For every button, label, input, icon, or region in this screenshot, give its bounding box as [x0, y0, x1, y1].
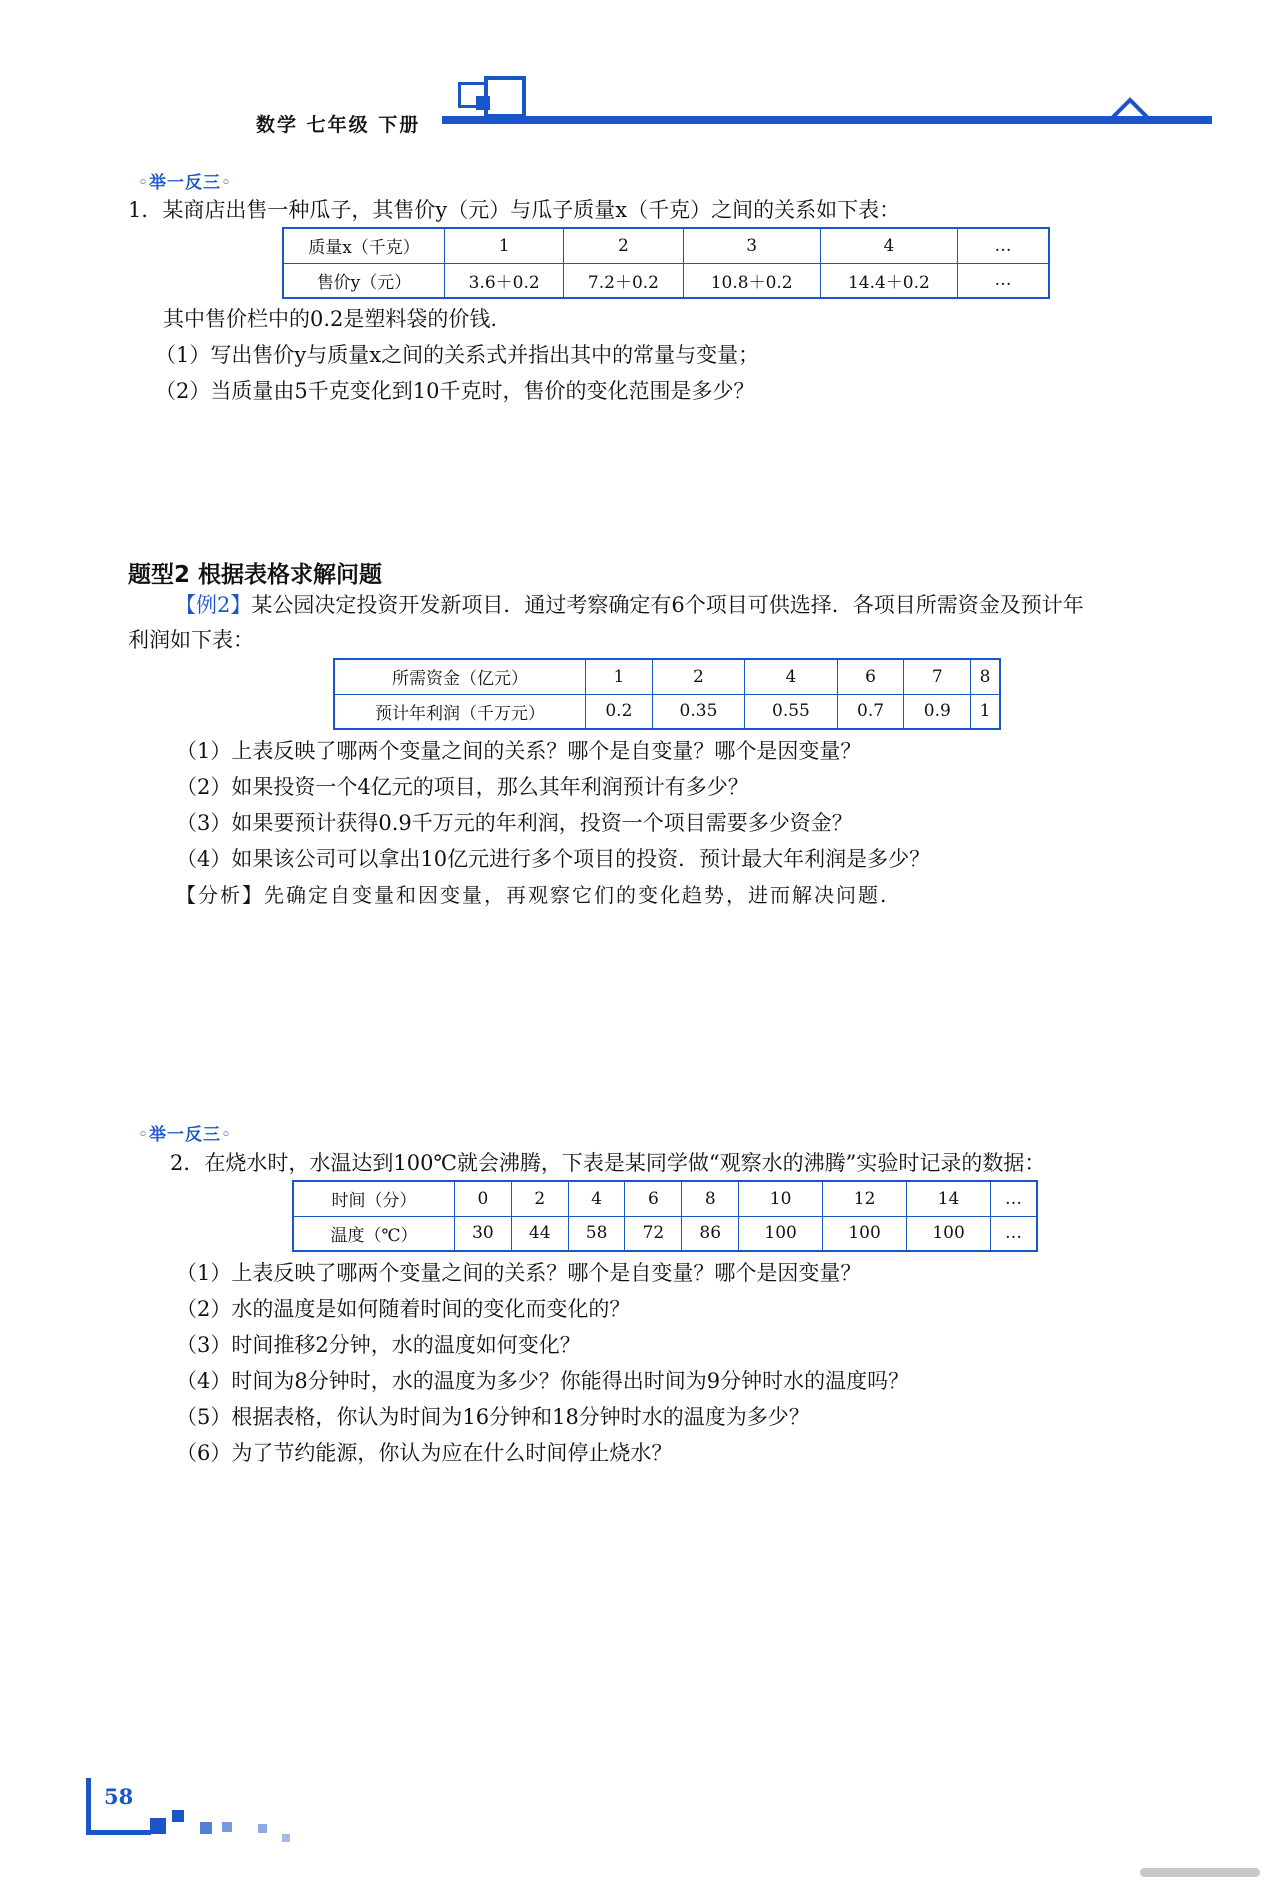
example-2-analysis: 【分析】先确定自变量和因变量，再观察它们的变化趋势，进而解决问题.	[176, 883, 889, 907]
table-cell: 12	[823, 1181, 907, 1216]
book-header-title: 数学 七年级 下册	[256, 114, 421, 136]
table-cell: 7.2＋0.2	[564, 263, 683, 298]
table-cell: 10	[739, 1181, 823, 1216]
table-row	[283, 228, 1049, 263]
table-row	[293, 1181, 1037, 1216]
table-cell: …	[958, 228, 1050, 263]
header-decor-square	[476, 96, 490, 110]
problem-1-question: （1）写出售价y与质量x之间的关系式并指出其中的常量与变量；	[155, 343, 760, 367]
problem-2-question: （3）时间推移2分钟，水的温度如何变化？	[176, 1333, 581, 1357]
table-cell: 4	[745, 659, 837, 694]
section-heading: 题型2 根据表格求解问题	[128, 562, 383, 588]
table-cell: 1	[445, 228, 564, 263]
problem-2-question: （5）根据表格，你认为时间为16分钟和18分钟时水的温度为多少？	[176, 1405, 810, 1429]
table-row	[283, 263, 1049, 298]
table-cell: …	[991, 1181, 1037, 1216]
table-cell: 6	[625, 1181, 682, 1216]
table-cell: 44	[511, 1216, 568, 1251]
problem-2-intro: 2．在烧水时，水温达到100℃就会沸腾，下表是某同学做“观察水的沸腾”实验时记录的数据：	[170, 1151, 1046, 1175]
footer-decor-square	[150, 1818, 166, 1834]
table-cell: 预计年利润（千万元）	[334, 694, 586, 729]
table-cell: 0	[455, 1181, 512, 1216]
problem-2-question: （4）时间为8分钟时，水的温度为多少？你能得出时间为9分钟时水的温度吗？	[176, 1369, 910, 1393]
table-row	[334, 659, 1000, 694]
table-cell: 72	[625, 1216, 682, 1251]
footer-decor-square	[282, 1834, 290, 1842]
table-cell: 4	[568, 1181, 625, 1216]
problem-2-question: （2）水的温度是如何随着时间的变化而变化的？	[176, 1297, 631, 1321]
example-2-question: （2）如果投资一个4亿元的项目，那么其年利润预计有多少？	[176, 775, 749, 799]
example-tag: 【例2】	[175, 593, 252, 617]
table-cell: 6	[837, 659, 904, 694]
table-cell: …	[991, 1216, 1037, 1251]
table-cell: 100	[823, 1216, 907, 1251]
table-cell: …	[958, 263, 1050, 298]
table-cell: 8	[682, 1181, 739, 1216]
problem-1-table	[282, 227, 1050, 299]
table-cell: 100	[739, 1216, 823, 1251]
table-cell: 14.4＋0.2	[820, 263, 957, 298]
page-number: 58	[104, 1784, 134, 1809]
table-cell: 2	[511, 1181, 568, 1216]
table-cell: 86	[682, 1216, 739, 1251]
table-cell: 0.2	[586, 694, 653, 729]
table-cell: 2	[564, 228, 683, 263]
problem-2-table	[292, 1180, 1038, 1252]
table-cell: 30	[455, 1216, 512, 1251]
table-cell: 4	[820, 228, 957, 263]
problem-1-note: 其中售价栏中的0.2是塑料袋的价钱.	[163, 307, 498, 331]
table-cell: 时间（分）	[293, 1181, 455, 1216]
table-cell: 温度（℃）	[293, 1216, 455, 1251]
table-cell: 14	[907, 1181, 991, 1216]
example-2-table	[333, 658, 1001, 730]
example-2-line	[175, 590, 1084, 620]
table-cell: 3	[683, 228, 820, 263]
footer-decor-square	[258, 1824, 267, 1833]
footer-decor-square	[222, 1822, 232, 1832]
footer-decor-square	[172, 1810, 184, 1822]
practice-badge: ◦举一反三◦	[138, 1125, 233, 1145]
problem-2-question: （6）为了节约能源，你认为应在什么时间停止烧水？	[176, 1441, 673, 1465]
practice-badge: ◦举一反三◦	[138, 173, 233, 193]
example-2-line: 利润如下表：	[128, 628, 254, 652]
table-cell: 0.7	[837, 694, 904, 729]
example-2-question: （4）如果该公司可以拿出10亿元进行多个项目的投资．预计最大年利润是多少？	[176, 847, 931, 871]
viewer-scrollbar[interactable]	[1140, 1868, 1260, 1877]
table-cell: 1	[971, 694, 1000, 729]
table-row	[293, 1216, 1037, 1251]
problem-2-question: （1）上表反映了哪两个变量之间的关系？哪个是自变量？哪个是因变量？	[176, 1261, 862, 1285]
table-cell: 8	[971, 659, 1000, 694]
table-cell: 所需资金（亿元）	[334, 659, 586, 694]
problem-1-intro: 1．某商店出售一种瓜子，其售价y（元）与瓜子质量x（千克）之间的关系如下表：	[128, 198, 901, 222]
table-cell: 3.6＋0.2	[445, 263, 564, 298]
problem-1-question: （2）当质量由5千克变化到10千克时，售价的变化范围是多少？	[155, 379, 755, 403]
header-peak-decor	[1080, 96, 1212, 124]
table-cell: 58	[568, 1216, 625, 1251]
table-cell: 售价y（元）	[283, 263, 445, 298]
header-decor-square	[484, 76, 526, 118]
table-cell: 质量x（千克）	[283, 228, 445, 263]
table-row	[334, 694, 1000, 729]
table-cell: 1	[586, 659, 653, 694]
table-cell: 0.55	[745, 694, 837, 729]
table-cell: 0.35	[652, 694, 744, 729]
table-cell: 7	[904, 659, 971, 694]
example-2-question: （1）上表反映了哪两个变量之间的关系？哪个是自变量？哪个是因变量？	[176, 739, 862, 763]
table-cell: 100	[907, 1216, 991, 1251]
footer-decor-square	[200, 1822, 212, 1834]
table-cell: 2	[652, 659, 744, 694]
table-cell: 10.8＋0.2	[683, 263, 820, 298]
example-2-question: （3）如果要预计获得0.9千万元的年利润，投资一个项目需要多少资金？	[176, 811, 853, 835]
example-2-text: 某公园决定投资开发新项目．通过考察确定有6个项目可供选择．各项目所需资金及预计年	[251, 593, 1084, 617]
table-cell: 0.9	[904, 694, 971, 729]
